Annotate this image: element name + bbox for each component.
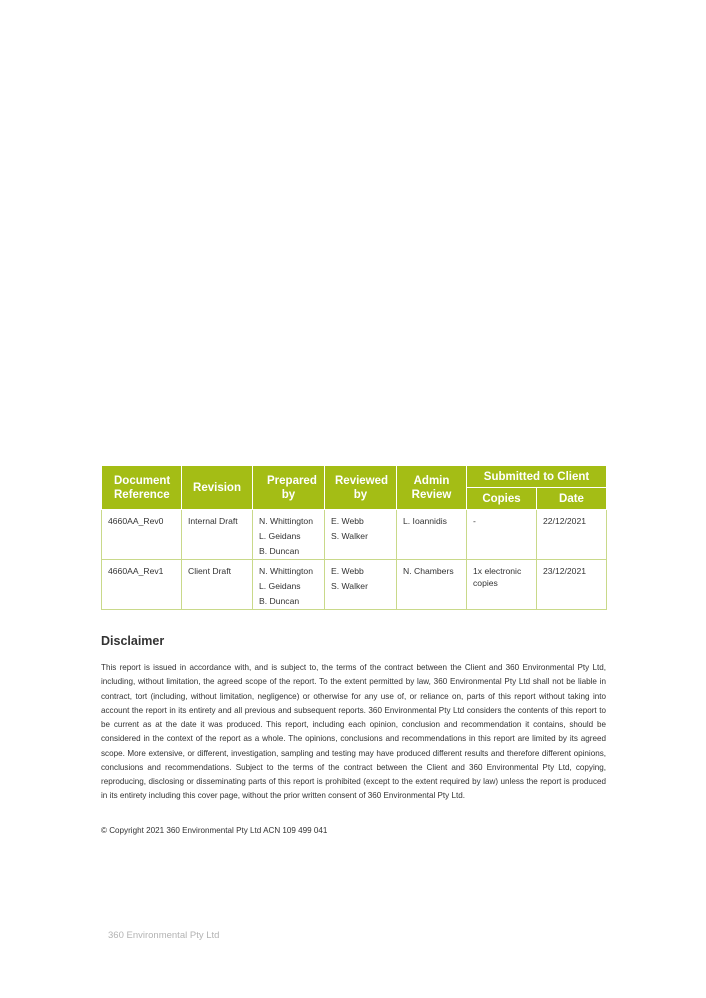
header-copies: Copies [467, 488, 537, 510]
disclaimer-text: This report is issued in accordance with, and is subject to, the terms of the contract between the Client and 360 Environmental Pty Ltd, including, without limitation, the agreed scope of the report. To the extent permitted by law, 360 Environmental Pty Ltd shall not be liable in contract, tort (including, without limitation, negligence) or otherwise for any use of, or reliance on, parts of this report without taking into account the report in its entirety and all previous and subsequent reports. 360 Environmental Pty Ltd considers the contents of this report to be current as at the date it was produced. This report, including each opinion, conclusion and recommendation it contains, should be considered in the context of the report as a whole. The opinions, conclusions and recommendations in this report are limited by its agreed scope. More extensive, or different, investigation, sampling and testing may have produced different results and therefore different opinions, conclusions and recommendations. Subject to the terms of the contract between the Client and 360 Environmental Pty Ltd, copying, reproducing, disclosing or disseminating parts of this report is prohibited (except to the extent required by law) unless the report is produced in its entirety including this cover page, without the prior written consent of 360 Environmental Pty Ltd. [101, 663, 606, 801]
cell-admin-review: N. Chambers [397, 560, 467, 610]
header-revision: Revision [182, 466, 253, 510]
cell-revision: Internal Draft [182, 510, 253, 560]
table-row [102, 560, 607, 610]
cell-reviewed-by: E. Webb S. Walker [325, 560, 397, 610]
table-row [102, 510, 607, 560]
cell-copies: - [467, 510, 537, 560]
header-reviewed-by: Reviewed by [325, 466, 397, 510]
header-document-reference: Document Reference [102, 466, 182, 510]
header-date: Date [537, 488, 607, 510]
footer-company: 360 Environmental Pty Ltd [108, 930, 220, 941]
cell-prepared-by: N. Whittington L. Geidans B. Duncan [253, 510, 325, 560]
cell-date: 23/12/2021 [537, 560, 607, 610]
cell-copies: 1x electronic copies [467, 560, 537, 610]
cell-document-reference: 4660AA_Rev0 [102, 510, 182, 560]
header-admin-review: Admin Review [397, 466, 467, 510]
cell-prepared-by: N. Whittington L. Geidans B. Duncan [253, 560, 325, 610]
header-submitted-to-client: Submitted to Client [467, 466, 607, 488]
copyright-notice: © Copyright 2021 360 Environmental Pty Ltd ACN 109 499 041 [101, 826, 328, 835]
cell-revision: Client Draft [182, 560, 253, 610]
disclaimer-heading: Disclaimer [101, 634, 165, 648]
cell-document-reference: 4660AA_Rev1 [102, 560, 182, 610]
cell-date: 22/12/2021 [537, 510, 607, 560]
header-prepared-by: Prepared by [253, 466, 325, 510]
revision-table [101, 465, 607, 610]
cell-reviewed-by: E. Webb S. Walker [325, 510, 397, 560]
cell-admin-review: L. Ioannidis [397, 510, 467, 560]
